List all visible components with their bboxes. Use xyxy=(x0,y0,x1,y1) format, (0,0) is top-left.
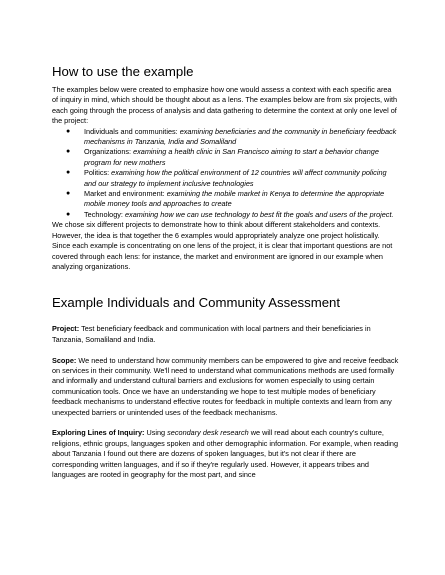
lens-list xyxy=(52,127,399,221)
list-item xyxy=(66,147,399,168)
bullet-icon: ● xyxy=(66,148,71,156)
lines-of-inquiry-pre: Using xyxy=(144,428,168,438)
project-paragraph xyxy=(52,324,399,345)
list-item xyxy=(66,210,399,220)
list-item-label: Individuals and communities: xyxy=(84,126,180,136)
lines-of-inquiry-emphasis: secondary desk research xyxy=(167,428,249,438)
bullet-icon: ● xyxy=(66,210,71,218)
list-item-label: Market and environment: xyxy=(84,189,167,199)
list-item-label: Organizations: xyxy=(84,147,134,157)
bullet-icon: ● xyxy=(66,190,71,198)
scope-label: Scope: xyxy=(52,355,77,365)
scope-paragraph xyxy=(52,356,399,418)
lines-of-inquiry-paragraph xyxy=(52,428,399,480)
intro-paragraph: The examples below were created to emphasize how one would assess a context with each specific area of inquiry in mind, which should be thought about as a lens. The examples below are from six projects, with each going through the process of analysis and data gathering to determine the context at only one level of the project: xyxy=(52,85,398,126)
list-item-text: examining the mobile market in Kenya to determine the appropriate mobile money tools and approaches to create xyxy=(84,189,385,209)
list-item-label: Technology: xyxy=(84,209,125,219)
section-heading-individuals-community: Example Individuals and Community Assessment xyxy=(52,295,341,311)
bullet-icon: ● xyxy=(66,169,71,177)
lines-of-inquiry-text: we will read about each country's culture, religions, ethnic groups, languages spoken and other demographic information. For example, when reading about Tanzania I found out there are dozens of spoken languages, but it's not clear if there are corresponding written languages, and if so if they're regularly used. However, it appears tribes and languages are rooted in geography for the most part, and since xyxy=(52,428,399,479)
list-item-label: Politics: xyxy=(84,168,112,178)
project-text: Test beneficiary feedback and communication with local partners and their beneficiaries in Tanzania, Somaliland and India. xyxy=(52,324,371,344)
closing-paragraph: We chose six different projects to demonstrate how to think about different stakeholders and contexts. However, the idea is that together the 6 examples would appropriately analyze one project holistically. Since each example is concentrating on one lens of the project, it is clear that important questions are not covered through each lens: for instance, the market and environment are ignored in our example when analyzing organizations. xyxy=(52,220,393,271)
bullet-icon: ● xyxy=(66,127,71,135)
list-item-text: examining how the political environment of 12 countries will affect community policing and our strategy to implement inclusive technologies xyxy=(84,168,387,188)
list-item xyxy=(66,168,399,189)
list-item-text: examining beneficiaries and the community in beneficiary feedback mechanisms in Tanzania, India and Somaliland xyxy=(84,126,397,147)
list-item xyxy=(66,127,399,148)
project-label: Project: xyxy=(52,324,80,334)
section-heading-how-to-use: How to use the example xyxy=(52,64,194,79)
lines-of-inquiry-label: Exploring Lines of Inquiry: xyxy=(52,428,145,438)
scope-text: We need to understand how community members can be empowered to give and receive feedback on services in their community. We'll need to understand what communications methods are used formally and informally and understand cultural barriers and exclusions for women especially to using certain communication tools. Once we have an understanding we hope to test multiple modes of beneficiary feedback mechanisms to understand effective routes for feedback in multiple contexts and learn from any unexpected barriers or unintended uses of the feedback mechanisms. xyxy=(52,355,399,417)
list-item-text: examining how we can use technology to best fit the goals and users of the project. xyxy=(124,209,394,219)
list-item-text: examining a health clinic in San Francisco aiming to start a behavior change program for new mothers xyxy=(84,147,379,167)
list-item xyxy=(66,189,399,210)
